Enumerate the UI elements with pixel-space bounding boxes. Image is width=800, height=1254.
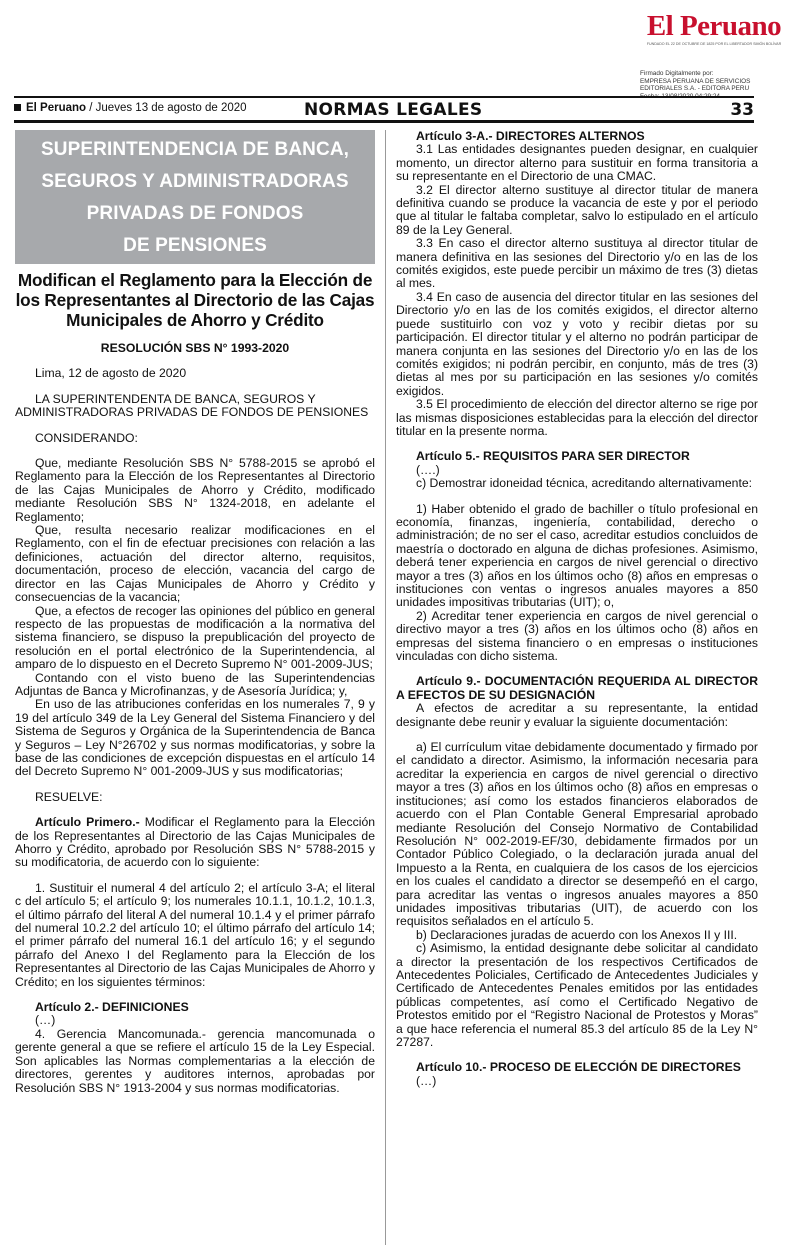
article-1-label: Artículo Primero.- — [35, 815, 140, 830]
ellipsis: (…) — [35, 1013, 56, 1028]
signature-line: Firmado Digitalmente por: — [640, 70, 714, 77]
considerando-paragraph: Que, a efectos de recoger las opiniones del público en general respecto de las propuestas de modificación a la normativa del sistema financiero, se dispuso la prepublicación del proyecto de resolución en el portal electrónico de la Superintendencia, al amparo de lo dispuesto en el Decreto Supremo N° 001-2009-JUS; — [15, 603, 375, 672]
logo-subtext: FUNDADO EL 22 DE OCTUBRE DE 1825 POR EL LIBERTADOR SIMÓN BOLÍVAR — [646, 42, 782, 46]
article-1-text: Modificar el Reglamento para la Elección de los Representantes al Directorio de las Cajas Municipales de Ahorro y Crédito, aprobado por Resolución SBS N° 5788-2015 y su modificatoria, de acuerdo con lo siguiente: — [15, 815, 375, 870]
considerando-heading: CONSIDERANDO: — [35, 430, 138, 445]
article-5-item: 2) Acreditar tener experiencia en cargos de nivel gerencial o directivo mayor a tres (3) años en los últimos ocho (8) años en empresas del sistema financiero o en empresas o instituciones vinculadas con dicho sistema. — [396, 608, 758, 664]
article-9-item: b) Declaraciones juradas de acuerdo con los Anexos II y III. — [416, 927, 738, 942]
left-column — [15, 130, 375, 1095]
article-5-title: Artículo 5.- REQUISITOS PARA SER DIRECTOR — [416, 449, 690, 464]
considerando-paragraph: Contando con el visto bueno de las Superintendencias Adjuntas de Banca y Microfinanzas, y de Asesoría Jurídica; y, — [15, 670, 375, 698]
article-5-literal-c: c) Demostrar idoneidad técnica, acreditando alternativamente: — [416, 476, 753, 491]
header-rule — [14, 96, 754, 98]
article-3a-paragraph: 3.3 En caso el director alterno sustituya al director titular de manera definitiva en las sesiones del Directorio y/o en las de los comités exigidos, este puede percibir un máximo de tres (3) dietas al mes. — [396, 236, 758, 291]
considerando-paragraph: En uso de las atribuciones conferidas en los numerales 7, 9 y 19 del artículo 349 de la Ley General del Sistema Financiero y del Sistema de Seguros y Orgánica de la Superintendencia de Banca y Seguros – Ley N°26702 y sus normas modificatorias, y sobre la base de las condiciones de excepción dispuestas en el artículo 14 del Decreto Supremo N° 001-2009-JUS y sus modificatorias; — [15, 697, 375, 779]
article-9-intro: A efectos de acreditar a su representante, la entidad designante debe reunir y evaluar la siguiente documentación: — [396, 701, 758, 729]
header-brand-date — [14, 102, 247, 114]
page-number: 33 — [730, 100, 754, 120]
signature-line: EDITORIALES S.A. - EDITORA PERU — [640, 85, 750, 93]
considerando-paragraph: Que, mediante Resolución SBS N° 5788-2015 se aprobó el Reglamento para la Elección de los Representantes al Directorio de las Cajas Municipales de Ahorro y Crédito, modificado mediante Resolución SBS N° 1324-2018, en adelante el Reglamento; — [15, 456, 375, 524]
article-1-item-1: 1. Sustituir el numeral 4 del artículo 2; el artículo 3-A; el literal c del artículo 5; el artículo 9; los numerales 10.1.1, 10.1.2, 10.1.3, el último párrafo del literal A del numeral 10.1.4 y el primer párrafo del numeral 10.2.2 del artículo 10; el último párrafo del artículo 14; el primer párrafo del numeral 16.1 del artículo 16; y el segundo párrafo del Anexo I del Reglamento para la Elección de los Representantes al Directorio de las Cajas Municipales de Ahorro y Crédito; en los siguientes términos: — [15, 880, 375, 989]
institution-banner — [15, 130, 375, 264]
article-3a-paragraph: 3.1 Las entidades designantes pueden designar, en cualquier momento, un director alterno para sustituir en forma transitoria a su representante en el Directorio de una CMAC. — [396, 142, 758, 184]
logo-text: El Peruano — [646, 10, 782, 42]
article-2-title: Artículo 2.- DEFINICIONES — [35, 1000, 189, 1015]
authority: LA SUPERINTENDENTA DE BANCA, SEGUROS Y ADMINISTRADORAS PRIVADAS DE FONDOS DE PENSIONES — [15, 391, 369, 420]
article-1 — [15, 816, 375, 870]
resuelve-heading: RESUELVE: — [35, 789, 103, 804]
banner-line: PRIVADAS DE FONDOS — [86, 203, 304, 224]
banner-line: DE PENSIONES — [123, 235, 267, 256]
signature-line: EMPRESA PERUANA DE SERVICIOS — [640, 77, 751, 85]
banner-line: SEGUROS Y ADMINISTRADORAS — [41, 171, 349, 192]
square-bullet-icon — [14, 104, 21, 111]
right-column — [396, 130, 758, 1088]
article-2-item-4: 4. Gerencia Mancomunada.- gerencia mancomunada o gerente general a que se refiere el artículo 15 de la Ley Especial. Son aplicables las Normas complementarias a la elección de directores, gerentes y auditores internos, aprobadas por Resolución SBS N° 1913-2004 y sus normas modificatorias. — [15, 1026, 375, 1095]
article-9-item: c) Asimismo, la entidad designante debe solicitar al candidato a director la presentación de los respectivos Certificados de Antecedentes Policiales, Certificado de Antecedentes Judiciales y Certificado de Antecedentes Penales emitidos por las entidades públicas competentes, así como el Certificado Negativo de Protestos emitido por el “Registro Nacional de Protestos y Moras” a que hace referencia el numeral 85.3 del artículo 85 de la Ley N° 27287. — [396, 941, 758, 1049]
header-rule — [14, 120, 754, 123]
ellipsis: (…) — [416, 1073, 437, 1088]
article-3a-paragraph: 3.2 El director alterno sustituye al director titular de manera definitiva cuando se produce la vacancia de este y por el periodo que al titular le faltaba completar, salvo lo estipulado en el artículo 89 de la Ley General. — [396, 182, 758, 237]
article-5-item: 1) Haber obtenido el grado de bachiller o título profesional en economía, finanzas, ingeniería, contabilidad, derecho o administración; de no ser el caso, acreditar estudios concluidos de maestría o doctorado en alguna de dichas profesiones. Asimismo, deberá tener experiencia en cargos de nivel gerencial o directivo mayor a tres (3) años en los últimos ocho (8) años en empresas o instituciones con ventas o ingresos anuales mayores a 850 unidades impositivas tributarias (UIT); o, — [396, 501, 758, 610]
banner-line: SUPERINTENDENCIA DE BANCA, — [40, 139, 350, 160]
ellipsis: (….) — [416, 462, 440, 477]
el-peruano-logo — [640, 10, 788, 47]
article-9-item: a) El currículum vitae debidamente documentado y firmado por el candidato a director. Asimismo, la información necesaria para acreditar la experiencia en cargos de nivel gerencial o directivo mayor a tres (3) años en los últimos ocho (8) años en empresas o instituciones; así como los estados financieros elaborados de acuerdo con el Plan Contable General Empresarial aprobado mediante Resolución del Consejo Normativo de Contabilidad Resolución N° 002-2019-EF/30, debidamente firmados por un Contador Público Colegiado, o la declaración jurada anual del Impuesto a la Renta, en cualquiera de los casos de los ejercicios en los cuales el candidato a director se desempeñó en el cargo, para acreditar las ventas o ingresos anuales mayores a 850 unidades impositivas tributarias (UIT), de acuerdo con los requisitos señalados en el artículo 5. — [396, 740, 758, 929]
article-10-title: Artículo 10.- PROCESO DE ELECCIÓN DE DIRECTORES — [416, 1060, 741, 1075]
considerando-paragraph: Que, resulta necesario realizar modificaciones en el Reglamento, con el fin de efectuar precisiones con relación a las definiciones, actuación del director alterno, requisitos, documentación, proceso de elección, vacancia del cargo de director en las Cajas Municipales de Ahorro y Crédito y consecuencias de la vacancia; — [15, 523, 375, 605]
article-3a-paragraph: 3.5 El procedimiento de elección del director alterno se rige por las mismas disposiciones establecidas para la elección del director titular en la presente norma. — [396, 397, 758, 438]
resolution-number: RESOLUCIÓN SBS N° 1993-2020 — [100, 341, 290, 355]
article-9-title: Artículo 9.- DOCUMENTACIÓN REQUERIDA AL DIRECTOR A EFECTOS DE SU DESIGNACIÓN — [396, 674, 758, 702]
header-brand: El Peruano — [26, 102, 87, 114]
header-date: / Jueves 13 de agosto de 2020 — [86, 102, 247, 114]
article-3a-title: Artículo 3-A.- DIRECTORES ALTERNOS — [416, 129, 645, 143]
header-section: NORMAS LEGALES — [304, 100, 483, 120]
date-line: Lima, 12 de agosto de 2020 — [35, 366, 187, 381]
column-divider — [385, 130, 386, 1245]
article-3a-paragraph: 3.4 En caso de ausencia del director titular en las sesiones del Directorio y/o en las de los comités exigidos, el director alterno puede sustituirlo con voz y voto y recibir dietas por su participación. El director titular y el alterno no podrán participar de manera conjunta en las sesiones del Directorio y/o en las de los comités exigidos; ni podrán percibir, en conjunto, más de tres (3) dietas al mes por su participación en las sesiones y/o comités exigidos. — [396, 289, 758, 398]
document-title: Modifican el Reglamento para la Elección de los Representantes al Directorio de las Cajas Municipales de Ahorro y Crédito — [15, 270, 375, 330]
